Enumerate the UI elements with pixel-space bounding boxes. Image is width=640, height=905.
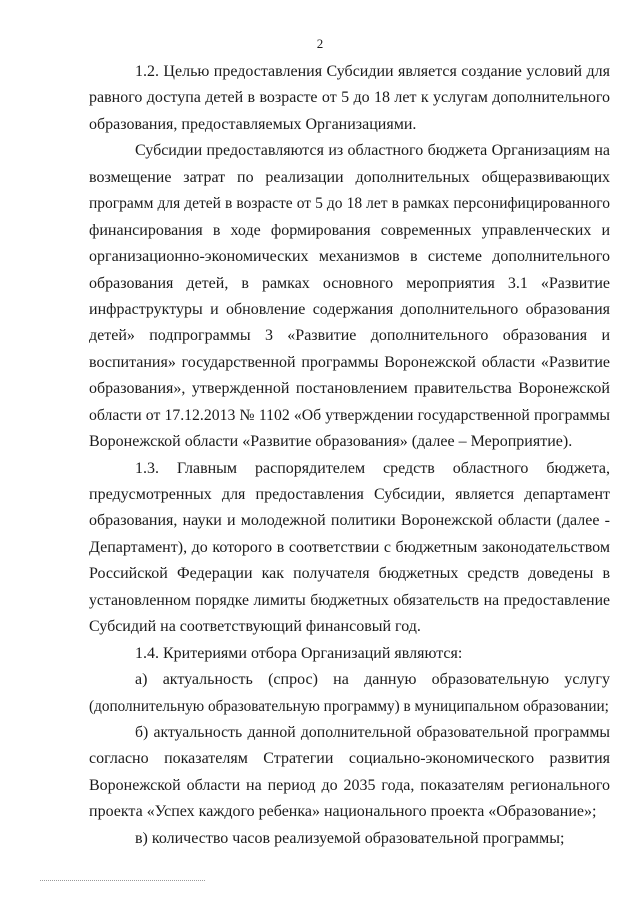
text-line: образования», утвержденной постановлением правительства Воронежской <box>89 380 610 398</box>
list-item-b <box>89 720 610 826</box>
text-line: возмещение затрат по реализации дополнительных общеразвивающих <box>89 168 610 186</box>
text-line: 1.4. Критериями отбора Организаций являются: <box>135 644 463 662</box>
paragraph-1-2 <box>89 59 610 138</box>
text-line: а) актуальность (спрос) на данную образовательную услугу <box>135 671 610 689</box>
paragraph-subsidies <box>89 138 610 455</box>
text-line: детей» подпрограммы 3 «Развитие дополнительного образования и <box>89 327 610 345</box>
text-line: программ для детей в возрасте от 5 до 18 лет в рамках персонифицированного <box>89 195 610 213</box>
text-line: Российской Федерации как получателя бюджетных средств доведены в <box>89 565 610 583</box>
text-line: образования, науки и молодежной политики Воронежской области (далее - <box>89 512 610 530</box>
text-line: образования, предоставляемых Организациями. <box>89 115 417 133</box>
document-body <box>89 59 610 852</box>
text-line: организационно-экономических механизмов в системе дополнительного <box>89 248 610 266</box>
text-line: (дополнительную образовательную программу) в муниципальном образовании; <box>89 697 609 715</box>
text-line: в) количество часов реализуемой образовательной программы; <box>135 829 565 847</box>
text-line: воспитания» государственной программы Воронежской области «Развитие <box>89 353 610 371</box>
text-line: инфраструктуры и обновление содержания дополнительного образования <box>89 300 610 318</box>
paragraph-1-4 <box>89 641 610 667</box>
text-line: проекта «Успех каждого ребенка» национального проекта «Образование»; <box>89 803 597 821</box>
text-line: б) актуальность данной дополнительной образовательной программы <box>135 723 610 741</box>
text-line: финансирования в ходе формирования современных управленческих и <box>89 221 610 239</box>
text-line: равного доступа детей в возрасте от 5 до 18 лет к услугам дополнительного <box>89 89 610 107</box>
text-line: Субсидий на соответствующий финансовый год. <box>89 618 421 636</box>
text-line: предусмотренных для предоставления Субсидии, является департамент <box>89 486 610 503</box>
text-line: Воронежской области «Развитие образования» (далее – Мероприятие). <box>89 433 573 451</box>
footer-divider <box>40 880 205 881</box>
text-line: области от 17.12.2013 № 1102 «Об утверждении государственной программы <box>89 406 610 424</box>
text-line: установленном порядке лимиты бюджетных обязательств на предоставление <box>89 591 610 609</box>
text-line: Департамент), до которого в соответствии с бюджетным законодательством <box>89 538 610 556</box>
page-number: 2 <box>316 36 324 51</box>
text-line: 1.2. Целью предоставления Субсидии является создание условий для <box>135 63 610 80</box>
list-item-c <box>89 826 610 852</box>
list-item-a <box>89 667 610 720</box>
text-line: 1.3. Главным распорядителем средств областного бюджета, <box>135 459 610 477</box>
paragraph-1-3 <box>89 456 610 641</box>
text-line: Воронежской области на период до 2035 года, показателям регионального <box>89 776 610 794</box>
text-line: согласно показателям Стратегии социально-экономического развития <box>89 750 610 768</box>
text-line: Субсидии предоставляются из областного бюджета Организациям на <box>135 142 610 160</box>
text-line: образования детей, в рамках основного мероприятия 3.1 «Развитие <box>89 274 610 292</box>
